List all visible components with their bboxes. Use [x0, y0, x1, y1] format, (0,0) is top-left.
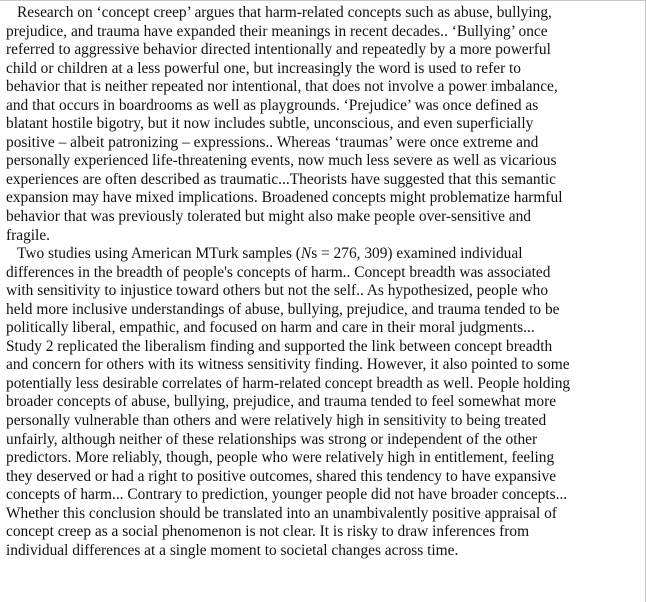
- text-line: broader concepts of abuse, bullying, prejudice, and trauma tended to feel somewhat more: [6, 393, 557, 411]
- text-line: unfairly, although neither of these relationships was strong or independent of the other: [6, 430, 538, 448]
- text-line: prejudice, and trauma have expanded their meanings in recent decades.. ‘Bullying’ once: [6, 22, 548, 40]
- text-line: potentially less desirable correlates of harm-related concept breadth as well. People holding: [6, 374, 571, 392]
- text-line: concepts of harm... Contrary to prediction, younger people did not have broader concepts...: [6, 486, 568, 504]
- text-line: personally vulnerable than others and were relatively high in sensitivity to being treated: [6, 412, 547, 430]
- text-segment: s = 276, 309) examined individual: [311, 245, 523, 263]
- text-line: [6, 4, 639, 23]
- text-line: positive – albeit patronizing – expressions.. Whereas ‘traumas’ were once extreme and: [6, 133, 539, 151]
- text-line: differences in the breadth of people's concepts of harm.. Concept breadth was associated: [6, 263, 551, 281]
- text-segment: Two studies using American MTurk samples (: [17, 245, 301, 263]
- text-line: held more inclusive understandings of abuse, bullying, prejudice, and trauma tended to be: [6, 300, 560, 318]
- text-line: with sensitivity to injustice toward others but not the self.. As hypothesized, people who: [6, 282, 549, 300]
- text-line: individual differences at a single moment to societal changes across time.: [6, 541, 459, 559]
- text-line: personally experienced life-threatening events, now much less severe as well as vicarious: [6, 152, 557, 170]
- text-line: predictors. More reliably, though, people who were relatively high in entitlement, feeling: [6, 449, 555, 467]
- paragraph-1: [6, 4, 639, 245]
- paragraph-2: [6, 245, 639, 560]
- text-line: experiences are often described as traumatic...Theorists have suggested that this semantic: [6, 170, 557, 188]
- text-line: expansion may have mixed implications. Broadened concepts might problematize harmful: [6, 189, 563, 207]
- text-line: Study 2 replicated the liberalism finding and supported the link between concept breadth: [6, 337, 553, 355]
- text-line: child or children at a less powerful one, but increasingly the word is used to refer to: [6, 59, 522, 77]
- text-line: behavior that was previously tolerated but might also make people over-sensitive and: [6, 208, 531, 226]
- text-line: politically liberal, empathic, and focused on harm and care in their moral judgments...: [6, 319, 535, 337]
- text-line-content: Research on ‘concept creep’ argues that harm-related concepts such as abuse, bullying,: [17, 4, 552, 21]
- text-line: and that occurs in boardrooms as well as playgrounds. ‘Prejudice’ was once defined as: [6, 96, 539, 114]
- text-line: fragile.: [6, 226, 51, 244]
- text-line: Whether this conclusion should be translated into an unambivalently positive appraisal of: [6, 504, 557, 522]
- text-line: referred to aggressive behavior directed intentionally and repeatedly by a more powerful: [6, 41, 551, 59]
- text-line: concept creep as a social phenomenon is not clear. It is risky to draw inferences from: [6, 523, 530, 541]
- text-line: behavior that is neither repeated nor intentional, that does not involve a power imbalance,: [6, 78, 558, 96]
- text-line: they deserved or had a right to positive outcomes, shared this tendency to have expansive: [6, 467, 557, 485]
- text-line: and concern for others with its witness sensitivity finding. However, it also pointed to some: [6, 356, 570, 374]
- text-line: [6, 245, 639, 264]
- text-line: blatant hostile bigotry, but it now includes subtle, unconscious, and even superficially: [6, 115, 534, 133]
- italic-n: N: [300, 245, 312, 263]
